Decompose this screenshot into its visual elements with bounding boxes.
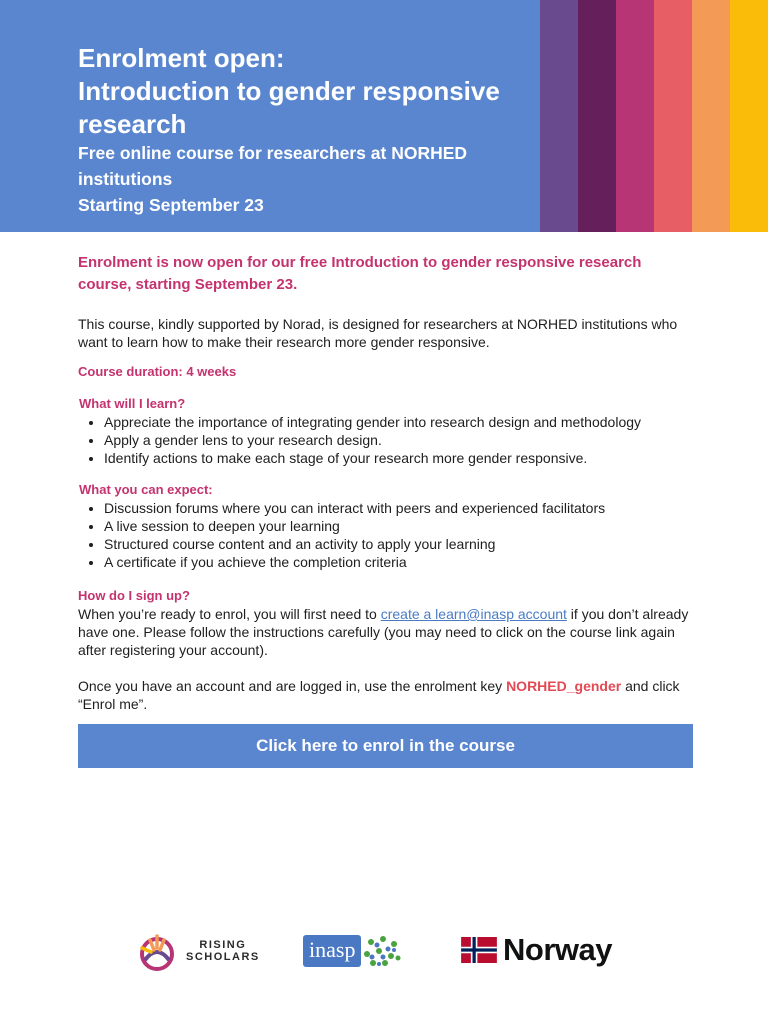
inasp-network-icon xyxy=(361,934,403,968)
rising-scholars-logo: RISING SCHOLARS xyxy=(136,930,260,972)
main-content xyxy=(78,252,698,713)
list-item: • Structured course content and an activity to apply your learning xyxy=(104,535,698,553)
partner-logos xyxy=(0,928,768,978)
course-duration: Course duration: 4 weeks xyxy=(78,364,237,379)
stripe xyxy=(616,0,654,232)
intro-paragraph: This course, kindly supported by Norad, is designed for researchers at NORHED institutions who want to learn how to make their research more gender responsive. xyxy=(78,316,678,350)
stripe xyxy=(692,0,730,232)
header-banner xyxy=(0,0,768,232)
stripe xyxy=(578,0,616,232)
signup-heading: How do I sign up? xyxy=(78,588,190,603)
enrol-button[interactable]: Click here to enrol in the course xyxy=(78,724,693,768)
create-account-link[interactable]: create a learn@inasp account xyxy=(380,606,567,622)
list-item: • A certificate if you achieve the completion criteria xyxy=(104,553,698,571)
expect-heading: What you can expect: xyxy=(79,482,213,497)
list-item: • Appreciate the importance of integrating gender into research design and methodology xyxy=(104,413,698,431)
list-item: • Discussion forums where you can interact with peers and experienced facilitators xyxy=(104,499,698,517)
list-item: • A live session to deepen your learning xyxy=(104,517,698,535)
list-item: • Apply a gender lens to your research design. xyxy=(104,431,698,449)
learn-list xyxy=(78,413,698,467)
page-title: Enrolment open: Introduction to gender responsive research xyxy=(78,43,500,139)
norway-flag-icon xyxy=(461,937,497,963)
learn-heading: What will I learn? xyxy=(79,396,186,411)
norway-logo: Norway xyxy=(461,932,612,968)
expect-list xyxy=(78,499,698,571)
list-item: • Identify actions to make each stage of your research more gender responsive. xyxy=(104,449,698,467)
enrolment-key: NORHED_gender xyxy=(506,678,622,694)
page-subtitle: Free online course for researchers at NORHED institutions Starting September 23 xyxy=(78,143,468,215)
stripe xyxy=(730,0,768,232)
lead-paragraph: Enrolment is now open for our free Introduction to gender responsive research course, starting September 23. xyxy=(78,254,642,293)
enrolment-key-paragraph: Once you have an account and are logged in, use the enrolment key NORHED_gender and click “Enrol me”. xyxy=(78,678,680,712)
rising-scholars-icon xyxy=(136,930,178,972)
signup-paragraph: When you’re ready to enrol, you will first need to create a learn@inasp account if you don’t already have one. Please follow the instructions carefully (you may need to click on the course link again after registering your account). xyxy=(78,606,689,658)
inasp-logo: inasp xyxy=(303,934,403,968)
color-stripes xyxy=(540,0,768,232)
stripe xyxy=(540,0,578,232)
stripe xyxy=(654,0,692,232)
